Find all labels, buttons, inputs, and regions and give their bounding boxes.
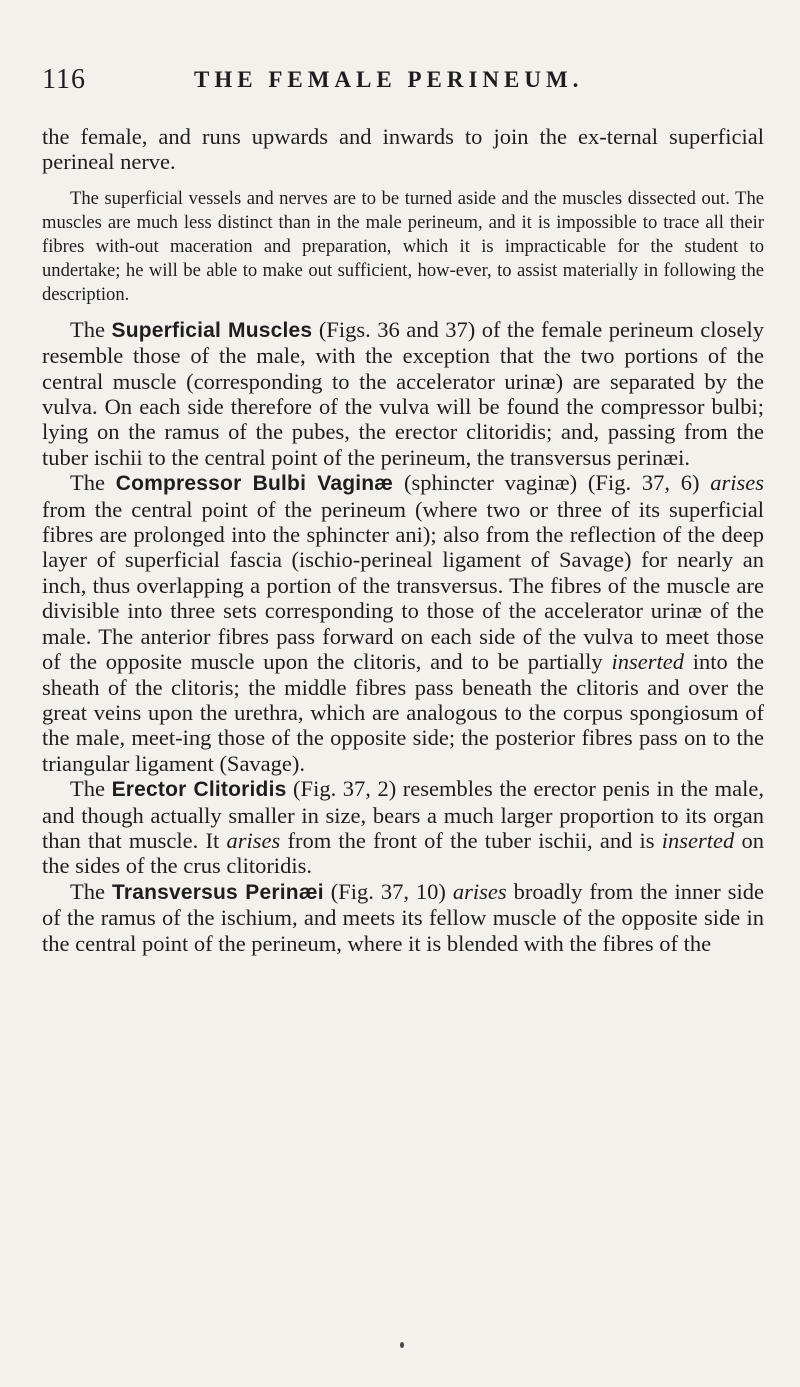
paragraph-text: the female, and runs upwards and inwards to join the ex-ternal superficial perineal nerve. [42,124,764,175]
paragraph-dissection-note [42,187,764,307]
text-run: (Fig. 37, 10) [323,878,453,904]
paragraph-erector-clitoridis [42,776,764,879]
section-term: Transversus Perinæi [111,880,324,904]
paragraph-continuation [42,124,764,175]
page-number: 116 [42,64,86,95]
paragraph-superficial-muscles [42,317,764,470]
text-run: The [70,878,112,904]
paragraph-text: The superficial vessels and nerves are to be turned aside and the muscles dissected out. The muscles are much less distinct than in the male perineum, and it is impossible to trace all their fibres with-out maceration and preparation, which it is impracticable for the student to undertake; he will be able to make out sufficient, how-ever, to assist materially in following the description. [42,187,764,305]
emphasis: inserted [661,827,735,853]
text-run: from the central point of the perineum (where two or three of its superficial fibres are prolonged into the sphincter ani); also from the reflection of the deep layer of superficial fascia (ischio-perineal ligament of Savage) for nearly an inch, thus overlapping a portion of the transversus. The fibres of the muscle are divisible into three sets corresponding to those of the accelerator urinæ of the male. The anterior fibres pass forward on each side of the vulva to meet those of the opposite muscle upon the clitoris, and to be partially [42,496,764,675]
emphasis: inserted [611,649,684,675]
emphasis: arises [710,470,764,496]
body-text [42,124,764,956]
running-title: THE FEMALE PERINEUM. [194,67,584,92]
paragraph-transversus-perinaei [42,879,764,956]
section-term: Superficial Muscles [111,318,313,342]
print-speck [400,1342,404,1348]
paragraph-compressor-bulbi [42,470,764,776]
emphasis: arises [452,878,507,904]
text-run: from the front of the tuber ischii, and is [280,827,662,853]
text-run: The [70,470,116,496]
text-run: (Fig. 37, 2) resembles the erector penis in the male, and though actually smaller in size, bears a much larger proportion to its organ than that muscle. It [42,776,764,853]
emphasis: arises [226,827,281,853]
section-term: Erector Clitoridis [111,778,287,802]
text-run: The [70,316,112,342]
text-run: The [70,776,112,802]
text-run: (Figs. 36 and 37) of the female perineum closely resemble those of the male, with the exception that the two portions of the central muscle (corresponding to the accelerator urinæ) are separated by the vulva. On each side therefore of the vulva will be found the compressor bulbi; lying on the ramus of the pubes, the erector clitoridis; and, passing from the tuber ischii to the central point of the perineum, the transversus perinæi. [42,316,764,470]
text-run: (sphincter vaginæ) (Fig. 37, 6) [393,470,711,496]
text-run: broadly from the inner side of the ramus of the ischium, and meets its fellow muscle of the opposite side in the central point of the perineum, where it is blended with the fibres of the [42,878,765,956]
section-term: Compressor Bulbi Vaginæ [115,472,394,496]
text-run: on the sides of the crus clitoridis. [42,827,765,879]
page-header [42,64,762,100]
text-run: into the sheath of the clitoris; the middle fibres pass beneath the clitoris and over the great veins upon the urethra, which are analogous to the corpus spongiosum of the male, meet-ing those of the opposite side; the posterior fibres pass on to the triangular ligament (Savage). [42,649,764,776]
